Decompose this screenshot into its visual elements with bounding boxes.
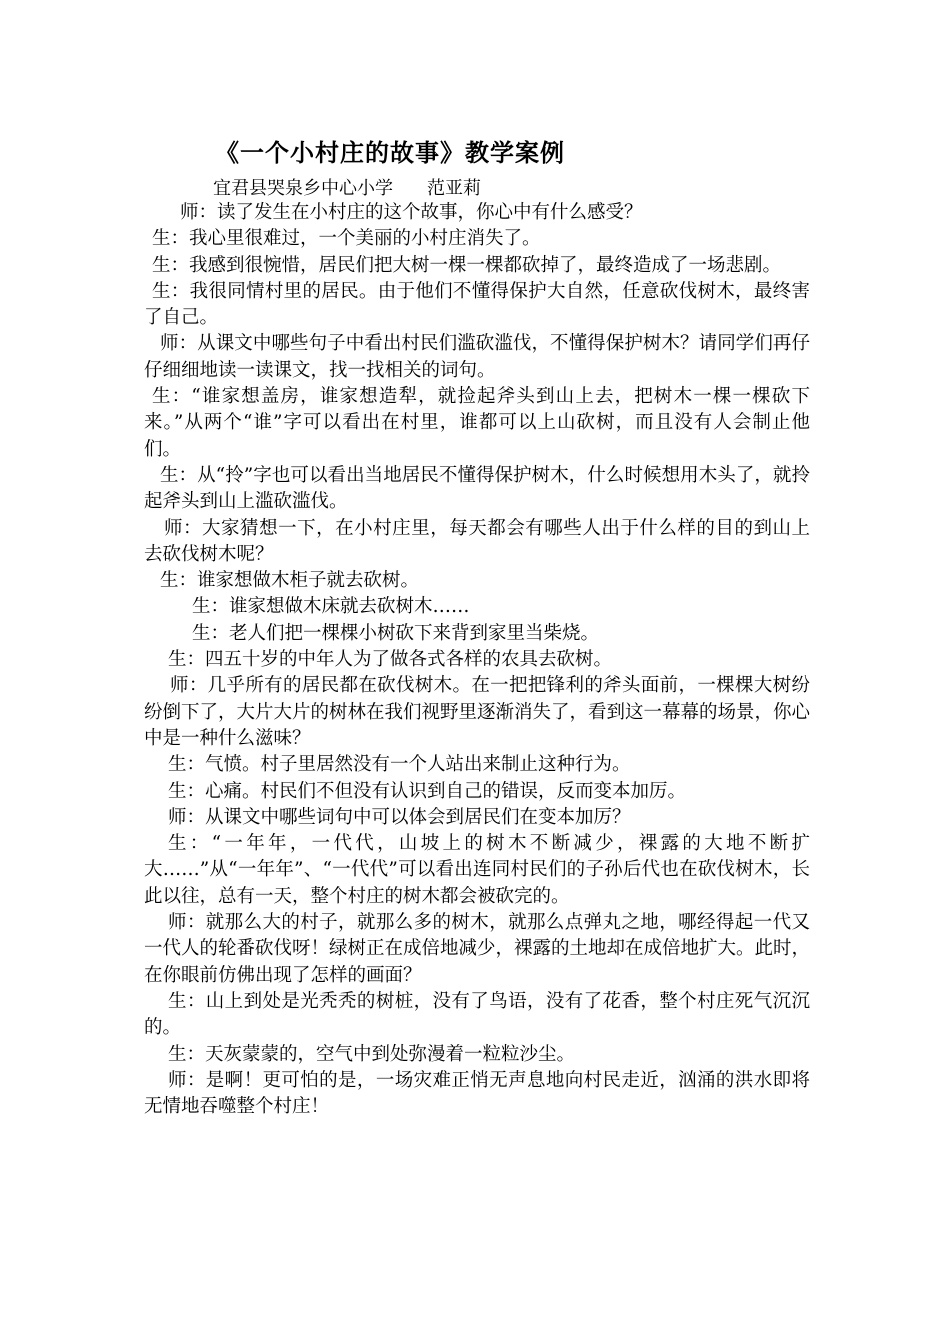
document-body bbox=[144, 200, 810, 1120]
paragraph: 生：天灰蒙蒙的，空气中到处弥漫着一粒粒沙尘。 bbox=[168, 1043, 576, 1065]
paragraph: 生：山上到处是光秃秃的树桩，没有了鸟语，没有了花香，整个村庄死气沉沉的。 bbox=[144, 990, 810, 1039]
paragraph: 生：“谁家想盖房，谁家想造犁，就捡起斧头到山上去，把树木一棵一棵砍下来。”从两个“谁”字可以看出在村里，谁都可以上山砍树，而且没有人会制止他们。 bbox=[144, 386, 810, 460]
paragraph: 生：我心里很难过，一个美丽的小村庄消失了。 bbox=[152, 228, 541, 250]
document-title: 《一个小村庄的故事》教学案例 bbox=[215, 138, 565, 167]
paragraph: 师：几乎所有的居民都在砍伐树木。在一把把锋利的斧头面前，一棵棵大树纷纷倒下了，大片大片的树林在我们视野里逐渐消失了，看到这一幕幕的场景，你心中是一种什么滋味？ bbox=[144, 675, 811, 749]
paragraph: 生：从“拎”字也可以看出当地居民不懂得保护树木，什么时候想用木头了，就拎起斧头到山上滥砍滥伐。 bbox=[144, 464, 810, 513]
paragraph: 师：从课文中哪些句子中看出村民们滥砍滥伐，不懂得保护树木？请同学们再仔仔细细地读一读课文，找一找相关的词句。 bbox=[144, 333, 810, 381]
author-name: 范亚莉 bbox=[427, 178, 481, 199]
paragraph: 生：心痛。村民们不但没有认识到自己的错误，反而变本加厉。 bbox=[168, 780, 687, 802]
byline bbox=[213, 174, 481, 200]
paragraph: 生：“一年年，一代代，山坡上的树木不断减少，裸露的大地不断扩大……”从“一年年”、“一代代”可以看出连同村民们的子孙后代也在砍伐树木，长此以往，总有一天，整个村庄的树木都会被砍完的。 bbox=[144, 833, 810, 907]
paragraph: 生：老人们把一棵棵小树砍下来背到家里当柴烧。 bbox=[192, 622, 600, 644]
school-name: 宜君县哭泉乡中心小学 bbox=[213, 178, 393, 199]
paragraph: 生：气愤。村子里居然没有一个人站出来制止这种行为。 bbox=[168, 754, 631, 776]
paragraph: 师：读了发生在小村庄的这个故事，你心中有什么感受？ bbox=[180, 202, 643, 223]
paragraph: 生：谁家想做木柜子就去砍树。 bbox=[160, 570, 420, 592]
paragraph: 生：我很同情村里的居民。由于他们不懂得保护大自然，任意砍伐树木，最终害了自己。 bbox=[144, 280, 810, 329]
paragraph: 师：是啊！更可怕的是，一场灾难正悄无声息地向村民走近，汹涌的洪水即将无情地吞噬整个村庄！ bbox=[144, 1069, 810, 1118]
paragraph: 生：我感到很惋惜，居民们把大树一棵一棵都砍掉了，最终造成了一场悲剧。 bbox=[152, 254, 782, 276]
paragraph: 师：大家猜想一下，在小村庄里，每天都会有哪些人出于什么样的目的到山上去砍伐树木呢？ bbox=[144, 517, 810, 565]
paragraph: 师：从课文中哪些词句中可以体会到居民们在变本加厉？ bbox=[168, 806, 631, 828]
paragraph: 师：就那么大的村子，就那么多的树木，就那么点弹丸之地，哪经得起一代又一代人的轮番砍伐呀！绿树正在成倍地减少，裸露的土地却在成倍地扩大。此时，在你眼前仿佛出现了怎样的画面？ bbox=[144, 912, 811, 986]
paragraph: 生：谁家想做木床就去砍树木…… bbox=[192, 596, 470, 618]
paragraph: 生：四五十岁的中年人为了做各式各样的农具去砍树。 bbox=[168, 649, 613, 671]
